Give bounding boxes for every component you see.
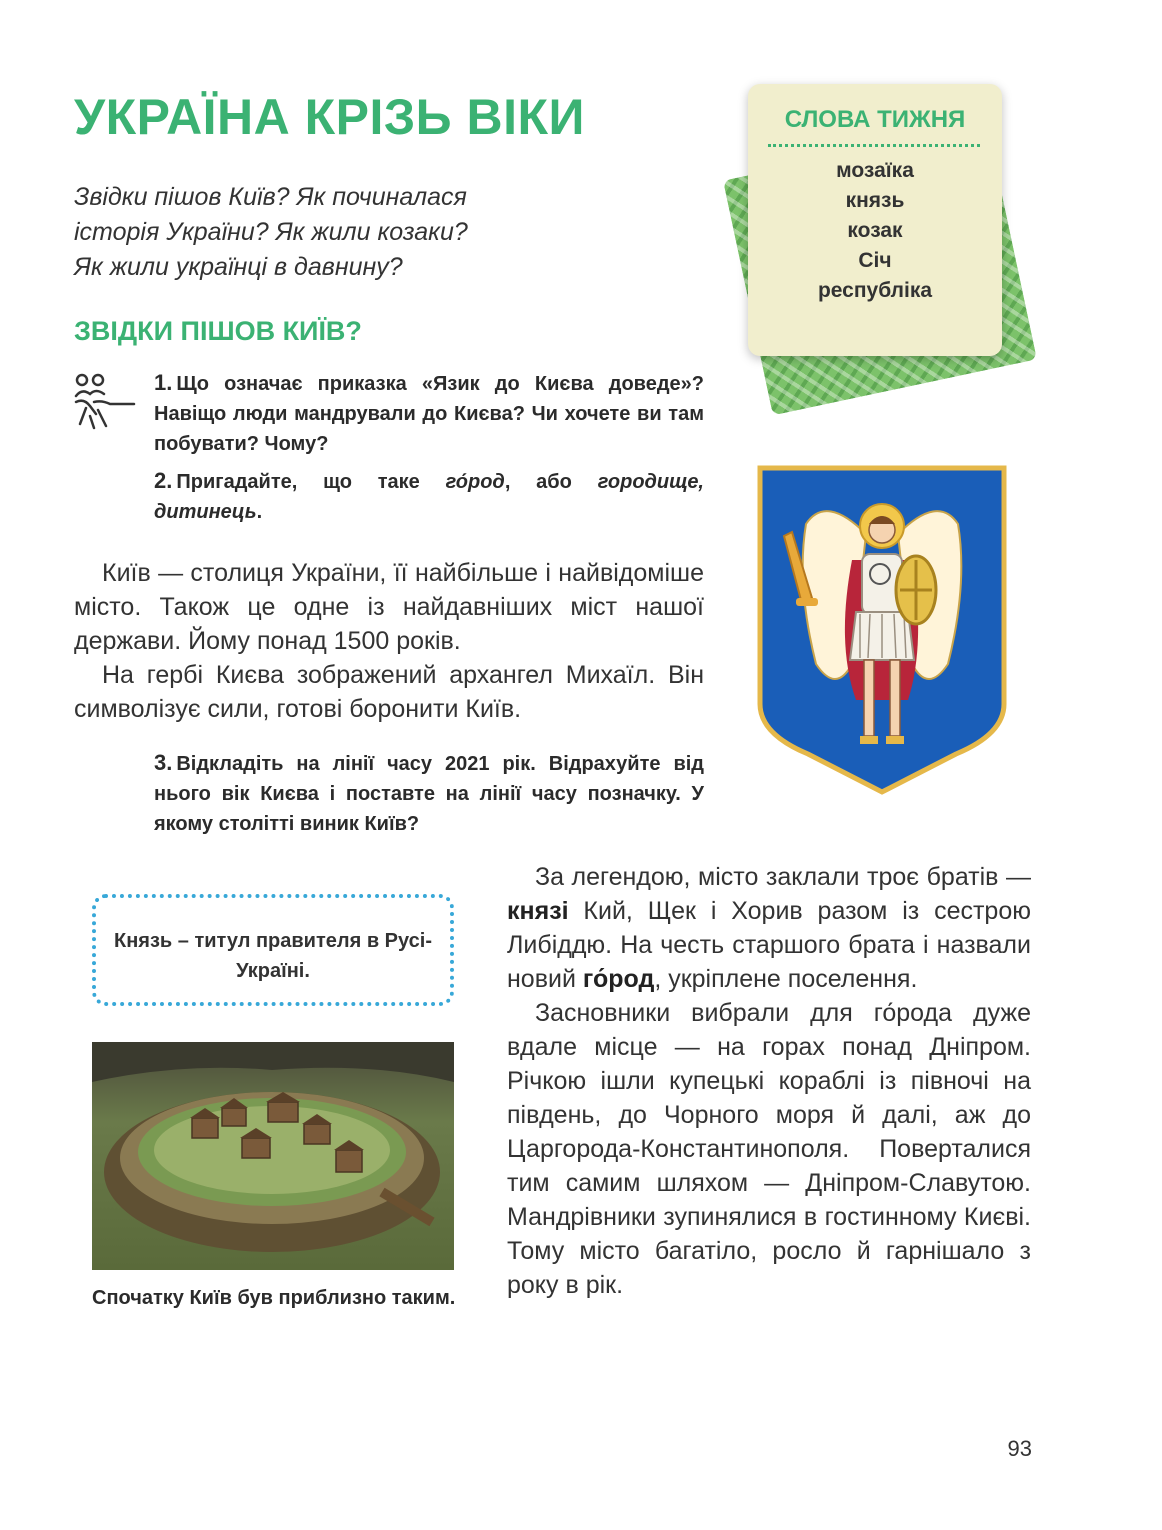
photo-caption: Спочатку Київ був приблизно таким. bbox=[92, 1287, 456, 1309]
intro-questions bbox=[74, 180, 594, 285]
definition-body: – титул правителя в Русі-Україні. bbox=[172, 930, 432, 982]
paragraph-text: Кий, Щек і Хорив разом із сестрою Либіддю. На честь старшого брата і назвали новий bbox=[507, 897, 1031, 993]
word-item: Січ bbox=[858, 249, 892, 272]
intro-paragraphs bbox=[74, 556, 704, 726]
definition-text bbox=[96, 926, 450, 986]
page-number: 93 bbox=[1007, 1436, 1032, 1461]
question-text: , або bbox=[504, 471, 598, 493]
paragraph-text: , укріплене поселення. bbox=[654, 965, 918, 993]
intro-line: Як жили українці в давнину? bbox=[74, 253, 403, 281]
ancient-kyiv-model-photo bbox=[92, 1042, 454, 1270]
paragraph bbox=[507, 860, 1031, 996]
term-horodyshche: городище, дитинець bbox=[154, 471, 704, 523]
question-text: . bbox=[256, 501, 263, 523]
words-list bbox=[748, 156, 1002, 306]
term-gorod: го́род bbox=[445, 471, 505, 493]
question-1 bbox=[154, 368, 704, 459]
paragraph-text: За легендою, місто заклали троє братів — bbox=[535, 863, 1031, 891]
question-text: Що означає приказка «Язик до Києва доведе»? Навіщо люди мандрували до Києва? Чи хочете ви там побувати? Чому? bbox=[154, 373, 704, 455]
question-2 bbox=[154, 466, 704, 527]
word-item: республіка bbox=[817, 279, 933, 302]
definition-term: Князь bbox=[114, 930, 173, 952]
kyiv-coat-of-arms bbox=[756, 464, 1008, 798]
word-item: козак bbox=[847, 219, 903, 242]
term-gorod: го́род bbox=[582, 965, 655, 993]
discussion-icon bbox=[72, 372, 138, 434]
paragraph: Засновники вибрали для го́рода дуже вдале місце — на горах понад Дніпром. Річкою ішли купецькі кораблі із півночі на південь, до Чорного моря й далі, аж до Царгорода-Константинополя. Поверталися тим самим шляхом — Дніпром-Славутою. Мандрівники зупинялися в гостинному Києві. Тому місто багатіло, росло й гарнішало з року в рік. bbox=[507, 999, 1031, 1299]
paragraph: На гербі Києва зображений архангел Михаїл. Він символізує сили, готові боронити Київ. bbox=[74, 661, 704, 723]
question-text: Відкладіть на лінії часу 2021 рік. Відрахуйте від нього вік Києва і поставте на лінії часу позначку. У якому столітті виник Київ? bbox=[154, 753, 704, 835]
question-text: Пригадайте, що таке bbox=[176, 471, 446, 493]
question-number: 1. bbox=[154, 370, 173, 395]
definition-note bbox=[92, 894, 454, 1006]
question-3 bbox=[154, 748, 704, 839]
section-title: ЗВІДКИ ПІШОВ КИЇВ? bbox=[74, 316, 362, 346]
term-knyazi: князі bbox=[507, 897, 569, 925]
intro-line: Звідки пішов Київ? Як починалася bbox=[74, 183, 467, 211]
question-number: 3. bbox=[154, 750, 173, 775]
words-card bbox=[748, 84, 1002, 356]
word-item: мозаїка bbox=[836, 159, 914, 182]
paragraph: Київ — столиця України, її найбільше і найвідоміше місто. Також це одне із найдавніших міст нашої держави. Йому понад 1500 років. bbox=[74, 559, 704, 655]
intro-line: історія України? Як жили козаки? bbox=[74, 218, 468, 246]
words-card-divider bbox=[768, 144, 980, 147]
legend-text bbox=[507, 860, 1031, 1302]
words-card-title: СЛОВА ТИЖНЯ bbox=[784, 106, 966, 133]
page-title: УКРАЇНА КРІЗЬ ВІКИ bbox=[74, 89, 585, 145]
question-number: 2. bbox=[154, 468, 173, 493]
word-item: князь bbox=[845, 189, 905, 212]
